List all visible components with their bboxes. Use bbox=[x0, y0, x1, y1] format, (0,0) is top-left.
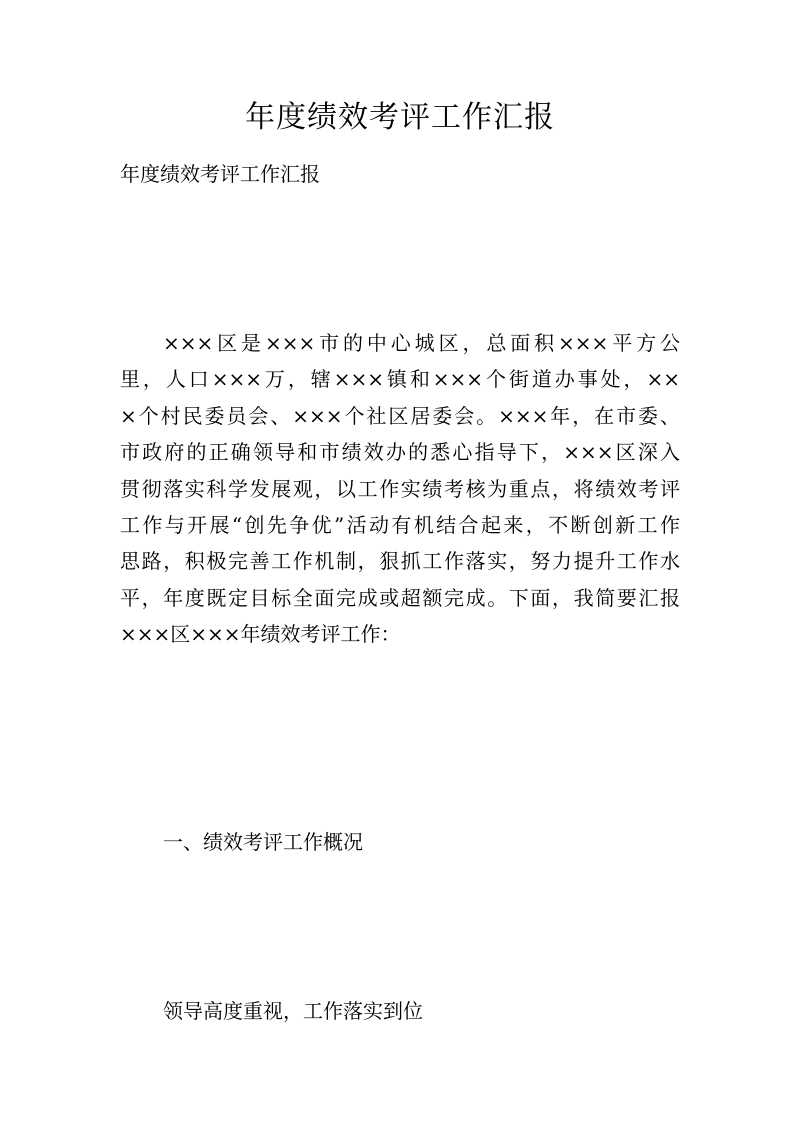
paragraph-line: 贯彻落实科学发展观，以工作实绩考核为重点，将绩效考评 bbox=[120, 476, 680, 501]
document-title: 年度绩效考评工作汇报 bbox=[245, 100, 555, 135]
paragraph-line: 里，人口×××万，辖×××镇和×××个街道办事处，×× bbox=[120, 367, 680, 392]
paragraph-line: 市政府的正确领导和市绩效办的悉心指导下，×××区深入 bbox=[120, 440, 680, 465]
paragraph-line: 思路，积极完善工作机制，狠抓工作落实，努力提升工作水 bbox=[120, 549, 680, 574]
subsection-heading: 领导高度重视，工作落实到位 bbox=[163, 999, 423, 1023]
paragraph-line: ×××区是×××市的中心城区，总面积×××平方公 bbox=[163, 331, 680, 355]
document-subtitle: 年度绩效考评工作汇报 bbox=[120, 162, 320, 186]
paragraph-line: 工作与开展“创先争优”活动有机结合起来，不断创新工作 bbox=[120, 512, 680, 537]
paragraph-line: ×××区×××年绩效考评工作： bbox=[120, 622, 401, 647]
section-heading: 一、绩效考评工作概况 bbox=[163, 830, 363, 854]
paragraph-line: ×个村民委员会、×××个社区居委会。×××年，在市委、 bbox=[120, 403, 680, 428]
paragraph-line: 平，年度既定目标全面完成或超额完成。下面，我简要汇报 bbox=[120, 585, 680, 610]
intro-paragraph bbox=[120, 325, 680, 653]
